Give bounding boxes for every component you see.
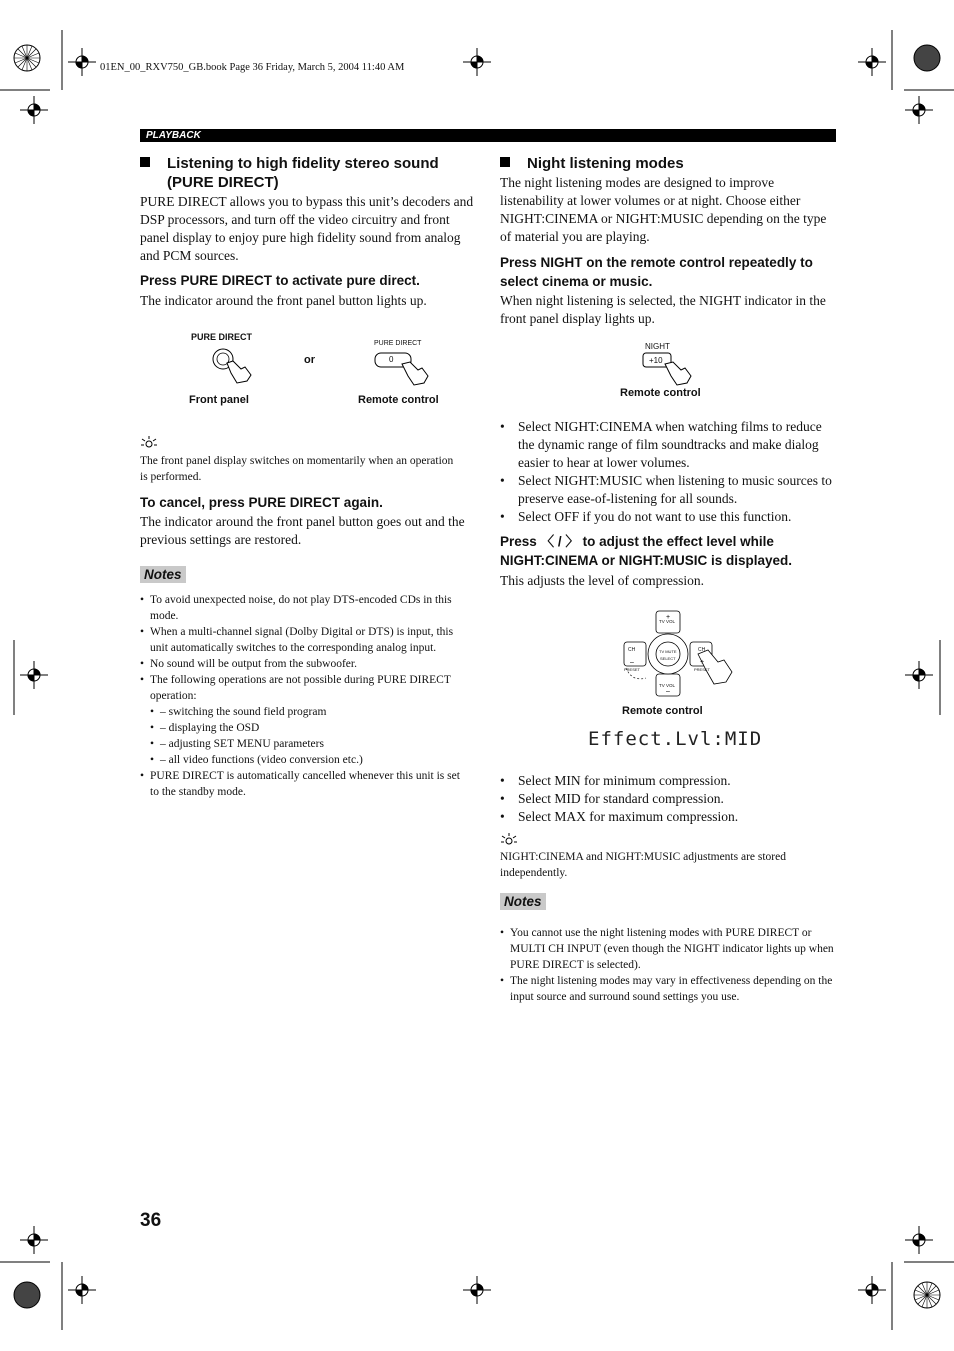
tv-mute-label: TV MUTE	[659, 649, 677, 654]
svg-text:+: +	[665, 614, 671, 621]
crosshair-icon	[905, 96, 933, 124]
night-remote-caption: Remote control	[620, 387, 701, 399]
remote-button-label: PURE DIRECT	[374, 340, 422, 347]
compression-mid: • Select MID for standard compression.	[500, 790, 836, 808]
step-press-night: Press NIGHT on the remote control repeatedly to select cinema or music.	[500, 255, 813, 289]
page-number: 36	[140, 1210, 162, 1231]
night-heading: Night listening modes	[500, 154, 836, 173]
night-button-label: NIGHT	[645, 342, 670, 351]
front-panel-caption: Front panel	[189, 394, 249, 406]
starburst-icon	[14, 45, 40, 71]
step-cancel-desc: The indicator around the front panel button goes out and the previous settings are restored.	[140, 514, 465, 547]
step-adjust-effect: Press 〈 / 〉 to adjust the effect level while NIGHT:CINEMA or NIGHT:MUSIC is displayed.	[500, 534, 793, 568]
compression-min: • Select MIN for minimum compression.	[500, 772, 836, 790]
section-header-bar	[140, 129, 836, 142]
tip-bulb-icon	[140, 436, 158, 450]
crosshair-icon	[20, 1226, 48, 1254]
left-right-arrows-icon: 〈 / 〉	[540, 534, 579, 549]
sub-item: • – adjusting SET MENU parameters	[150, 736, 470, 752]
remote-key-label: 0	[389, 355, 394, 364]
night-key-label: +10	[649, 356, 663, 365]
svg-text:–: –	[666, 688, 670, 695]
or-label: or	[304, 354, 315, 366]
night-option-cinema: • Select NIGHT:CINEMA when watching films to reduce the dynamic range of film soundtracks and make dialog easier to hear at lower volumes.	[500, 418, 840, 472]
tip-bulb-icon	[500, 833, 518, 847]
notes-badge: Notes	[140, 566, 186, 584]
svg-text:–: –	[630, 659, 634, 666]
compression-options-list	[500, 772, 836, 826]
crosshair-icon	[858, 1276, 886, 1304]
remote-cursor-pad-icon	[618, 608, 738, 704]
night-options-list	[500, 418, 840, 526]
note-item: • The night listening modes may vary in effectiveness depending on the input source and surround sound settings you use.	[500, 973, 836, 1005]
crosshair-icon	[68, 48, 96, 76]
compression-max: • Select MAX for maximum compression.	[500, 808, 836, 826]
heading-text-2: (PURE DIRECT)	[167, 174, 279, 191]
square-bullet-icon	[140, 157, 150, 167]
sub-item: • – all video functions (video conversion etc.)	[150, 752, 470, 768]
crosshair-icon	[20, 661, 48, 689]
ch-right-label: CH	[698, 647, 706, 653]
cursor-remote-caption: Remote control	[622, 705, 703, 717]
note-item: • No sound will be output from the subwoofer.	[140, 656, 470, 672]
crosshair-icon	[905, 1226, 933, 1254]
dark-disc-icon	[14, 1282, 40, 1308]
sub-item: • – displaying the OSD	[150, 720, 470, 736]
note-item: • The following operations are not possible during PURE DIRECT operation: • – switching the sound field program • – displaying the OSD • – adjusting SET MENU parameters • – all video functions (video conversion etc.)	[140, 672, 470, 768]
step-adjust-desc: This adjusts the level of compression.	[500, 573, 704, 588]
dark-disc-icon	[914, 45, 940, 71]
crosshair-icon	[463, 1276, 491, 1304]
sub-item: • – switching the sound field program	[150, 704, 470, 720]
note-item: • PURE DIRECT is automatically cancelled whenever this unit is set to the standby mode.	[140, 768, 470, 800]
step-activate-pure-direct: Press PURE DIRECT to activate pure direct.	[140, 273, 420, 288]
crosshair-icon	[905, 661, 933, 689]
book-file-info: 01EN_00_RXV750_GB.book Page 36 Friday, March 5, 2004 11:40 AM	[100, 62, 405, 73]
step-cancel-pure-direct: To cancel, press PURE DIRECT again.	[140, 495, 383, 510]
crosshair-icon	[68, 1276, 96, 1304]
display-effect-level: Effect.Lvl:MID	[588, 728, 763, 750]
remote-button-icon	[372, 350, 434, 386]
square-bullet-icon	[500, 157, 510, 167]
note-item: • You cannot use the night listening modes with PURE DIRECT or MULTI CH INPUT (even though the NIGHT indicator lights up when PURE DIRECT is selected).	[500, 925, 836, 973]
front-panel-button-icon	[205, 343, 260, 385]
crosshair-icon	[20, 96, 48, 124]
starburst-icon	[914, 1282, 940, 1308]
crosshair-icon	[463, 48, 491, 76]
step-press-night-desc: When night listening is selected, the NIGHT indicator in the front panel display lights up.	[500, 293, 826, 326]
note-item: • To avoid unexpected noise, do not play DTS-encoded CDs in this mode.	[140, 592, 470, 624]
remote-control-caption: Remote control	[358, 394, 439, 406]
preset-right-label: PRESET	[694, 667, 711, 672]
night-option-music: • Select NIGHT:MUSIC when listening to music sources to preserve ease-of-listening for all sounds.	[500, 472, 840, 508]
tip-text: NIGHT:CINEMA and NIGHT:MUSIC adjustments are stored independently.	[500, 851, 786, 879]
step-activate-desc: The indicator around the front panel button lights up.	[140, 293, 427, 308]
ch-left-label: CH	[628, 647, 636, 653]
pure-direct-heading	[140, 154, 480, 192]
pure-direct-intro: PURE DIRECT allows you to bypass this unit’s decoders and DSP processors, and turn off the video circuitry and front panel display to enjoy pure high fidelity sound from analog and PCM sources.	[140, 194, 474, 263]
night-option-off: • Select OFF if you do not want to use this function.	[500, 508, 840, 526]
notes-badge: Notes	[500, 893, 546, 911]
night-intro: The night listening modes are designed to improve listenability at lower volumes or at night. Choose either NIGHT:CINEMA or NIGHT:MUSIC depending on the type of material you are playing.	[500, 175, 827, 244]
crosshair-icon	[858, 48, 886, 76]
tv-vol-bottom-label: TV VOL	[659, 683, 676, 688]
notes-list	[500, 925, 836, 1005]
front-button-label: PURE DIRECT	[191, 332, 253, 342]
tv-vol-top-label: TV VOL	[659, 619, 676, 624]
note-item: • When a multi-channel signal (Dolby Digital or DTS) is input, this unit automatically switches to the corresponding analog input.	[140, 624, 470, 656]
notes-list	[140, 592, 470, 800]
svg-text:+: +	[700, 659, 705, 666]
tip-text: The front panel display switches on momentarily when an operation is performed.	[140, 455, 454, 483]
section-title: PLAYBACK	[146, 130, 201, 141]
select-label: SELECT	[660, 656, 676, 661]
preset-left-label: PRESET	[624, 667, 641, 672]
heading-text: Listening to high fidelity stereo sound	[167, 155, 439, 172]
